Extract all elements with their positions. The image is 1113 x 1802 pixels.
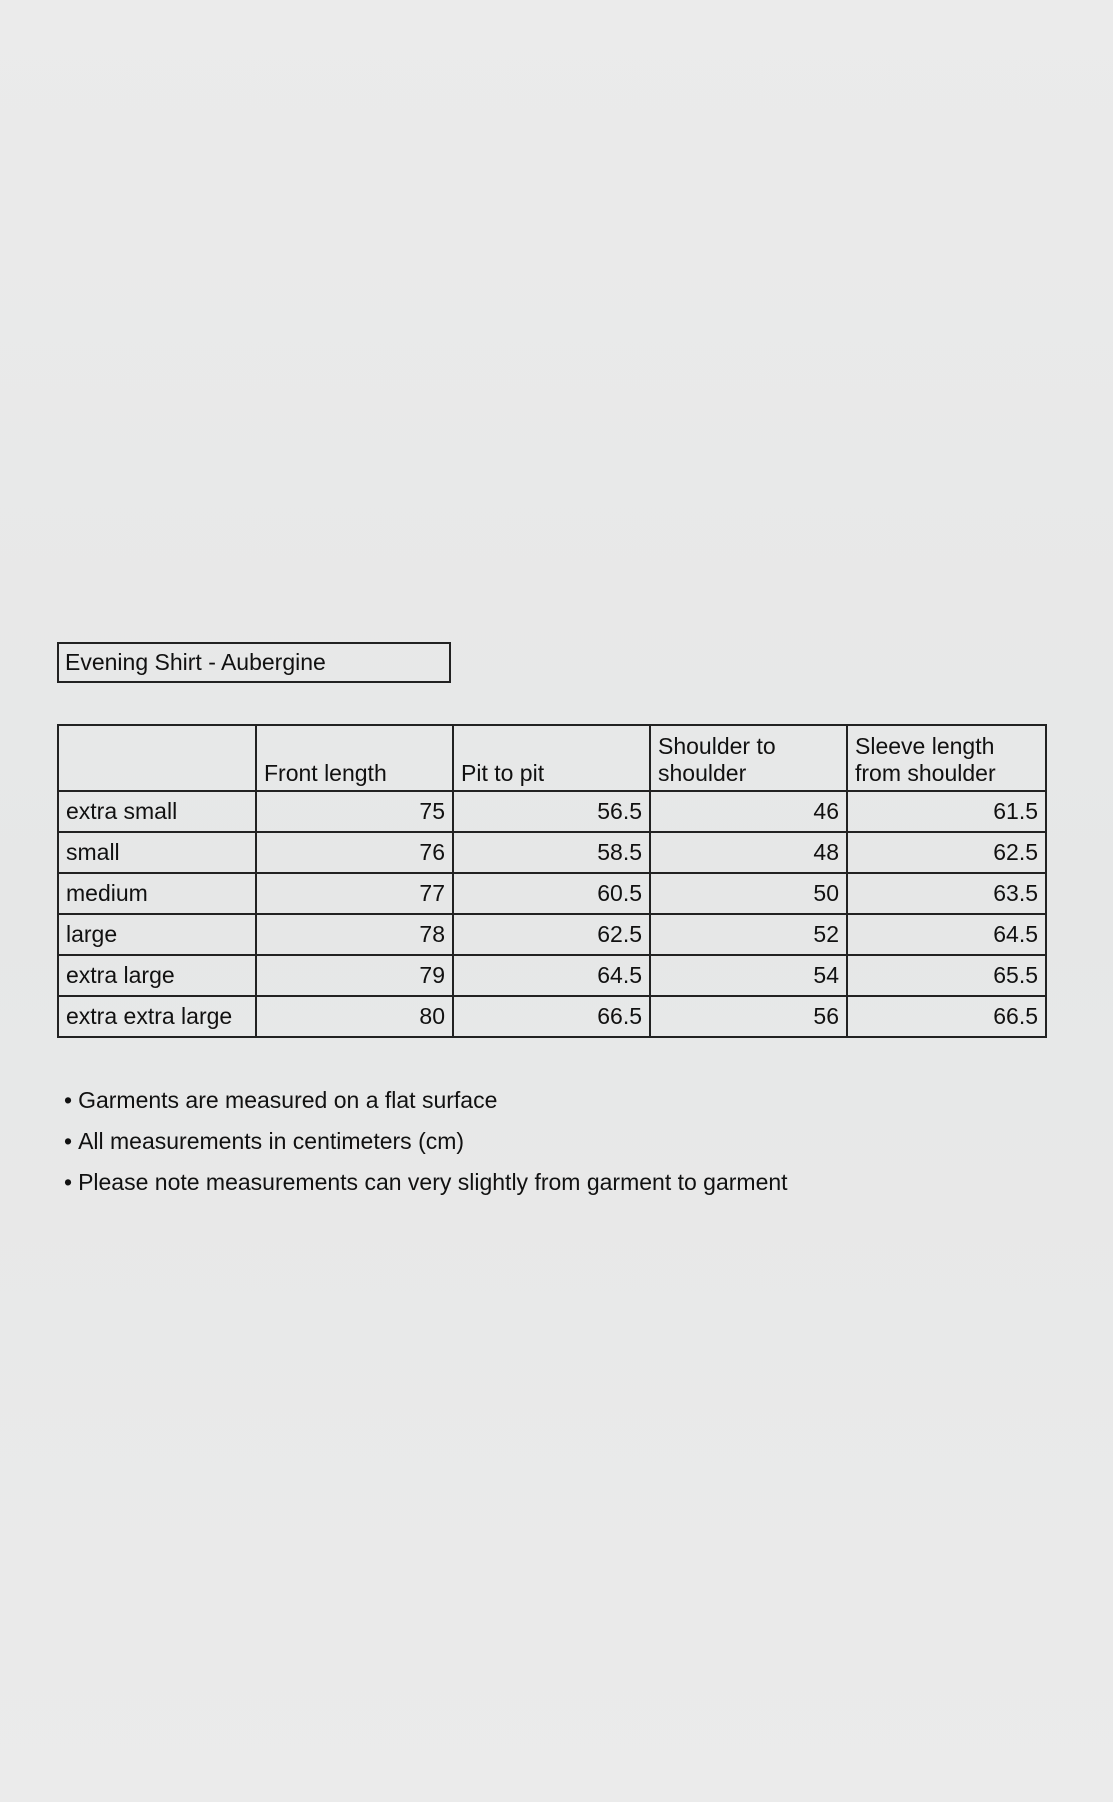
front-length-value: 79 (256, 955, 453, 996)
table-row (58, 832, 1046, 873)
pit-to-pit-value: 66.5 (453, 996, 650, 1037)
size-label: extra large (58, 955, 256, 996)
front-length-value: 77 (256, 873, 453, 914)
shoulder-value: 50 (650, 873, 847, 914)
table-header-row (58, 725, 1046, 791)
table-row (58, 996, 1046, 1037)
table-row (58, 914, 1046, 955)
size-label: small (58, 832, 256, 873)
sleeve-value: 64.5 (847, 914, 1046, 955)
sleeve-value: 61.5 (847, 791, 1046, 832)
sleeve-value: 65.5 (847, 955, 1046, 996)
sleeve-value: 63.5 (847, 873, 1046, 914)
front-length-value: 75 (256, 791, 453, 832)
header-size (58, 725, 256, 791)
note-text: Garments are measured on a flat surface (78, 1087, 498, 1113)
pit-to-pit-value: 64.5 (453, 955, 650, 996)
pit-to-pit-value: 58.5 (453, 832, 650, 873)
table-row (58, 955, 1046, 996)
sleeve-value: 66.5 (847, 996, 1046, 1037)
list-item (64, 1121, 788, 1162)
header-shoulder-to-shoulder: Shoulder to shoulder (650, 725, 847, 791)
shoulder-value: 54 (650, 955, 847, 996)
size-label: extra extra large (58, 996, 256, 1037)
bullet: • (64, 1169, 73, 1195)
size-label: large (58, 914, 256, 955)
size-label: medium (58, 873, 256, 914)
shoulder-value: 56 (650, 996, 847, 1037)
header-sleeve-length: Sleeve length from shoulder (847, 725, 1046, 791)
front-length-value: 78 (256, 914, 453, 955)
header-front-length: Front length (256, 725, 453, 791)
list-item (64, 1162, 788, 1203)
table-row (58, 873, 1046, 914)
pit-to-pit-value: 62.5 (453, 914, 650, 955)
shoulder-value: 52 (650, 914, 847, 955)
shoulder-value: 48 (650, 832, 847, 873)
measurement-notes (64, 1080, 788, 1203)
pit-to-pit-value: 56.5 (453, 791, 650, 832)
sleeve-value: 62.5 (847, 832, 1046, 873)
front-length-value: 80 (256, 996, 453, 1037)
pit-to-pit-value: 60.5 (453, 873, 650, 914)
shoulder-value: 46 (650, 791, 847, 832)
size-chart-table (57, 724, 1047, 1038)
page-title: Evening Shirt - Aubergine (57, 642, 451, 683)
header-pit-to-pit: Pit to pit (453, 725, 650, 791)
list-item (64, 1080, 788, 1121)
size-label: extra small (58, 791, 256, 832)
note-text: Please note measurements can very slightly from garment to garment (78, 1169, 788, 1195)
bullet: • (64, 1087, 73, 1113)
bullet: • (64, 1128, 73, 1154)
note-text: All measurements in centimeters (cm) (78, 1128, 465, 1154)
front-length-value: 76 (256, 832, 453, 873)
table-row (58, 791, 1046, 832)
